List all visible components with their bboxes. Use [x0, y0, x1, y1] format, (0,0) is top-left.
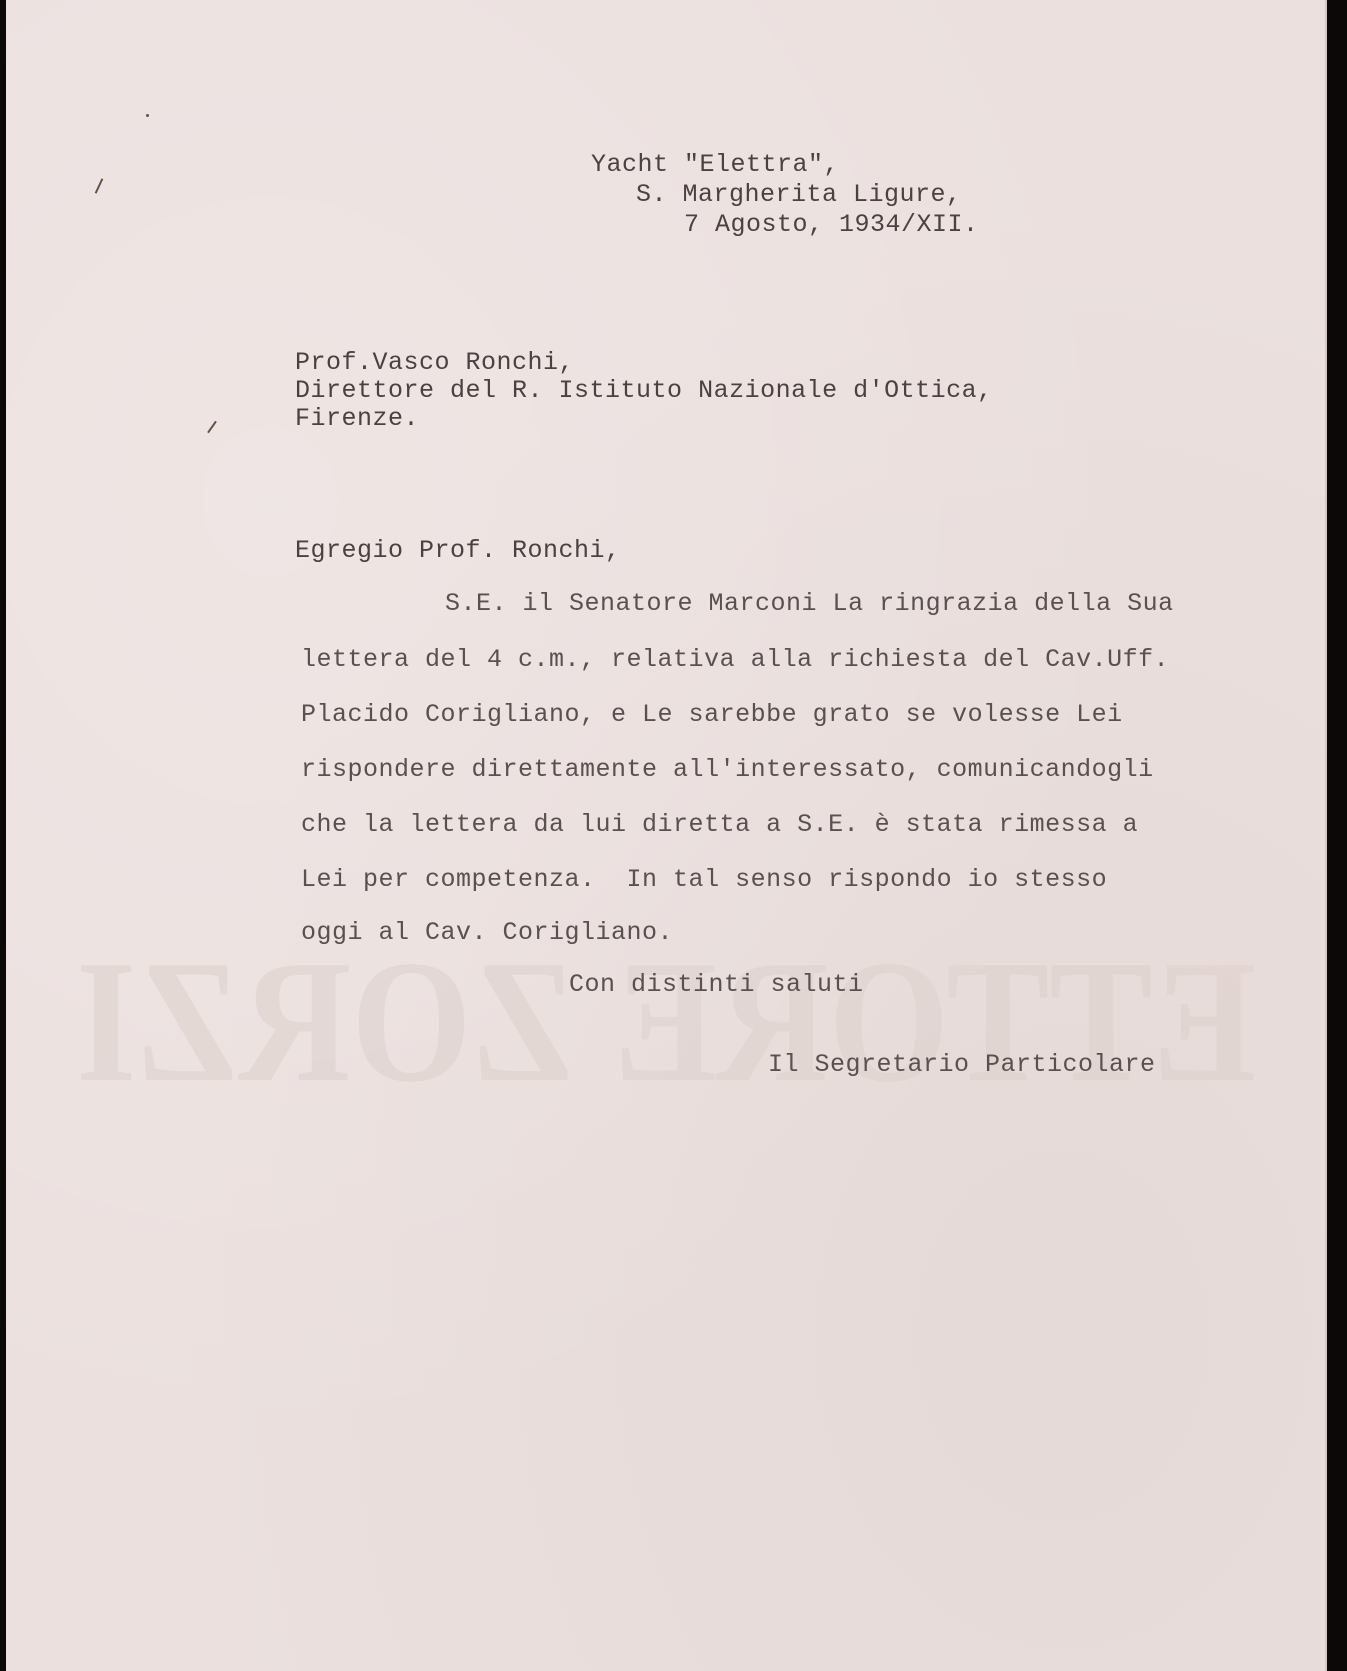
body-line-1: S.E. il Senatore Marconi La ringrazia della Sua: [445, 589, 1174, 618]
closing: Con distinti saluti: [569, 970, 864, 999]
ink-mark: [146, 114, 149, 117]
body-line-2: lettera del 4 c.m., relativa alla richiesta del Cav.Uff.: [301, 645, 1170, 674]
body-line-5: che la lettera da lui diretta a S.E. è stata rimessa a: [301, 810, 1139, 839]
body-line-6: Lei per competenza. In tal senso rispondo io stesso: [301, 865, 1108, 894]
salutation: Egregio Prof. Ronchi,: [295, 536, 621, 565]
recipient-title: Direttore del R. Istituto Nazionale d'Ottica,: [295, 376, 993, 405]
letterhead-line-2: S. Margherita Ligure,: [636, 180, 962, 209]
ink-mark: [207, 421, 217, 434]
body-line-4: rispondere direttamente all'interessato, comunicandogli: [301, 755, 1154, 784]
letterhead-line-1: Yacht "Elettra",: [591, 150, 840, 179]
signature: Il Segretario Particolare: [768, 1050, 1156, 1079]
letterhead-date: 7 Agosto, 1934/XII.: [684, 210, 979, 239]
body-line-3: Placido Corigliano, e Le sarebbe grato se volesse Lei: [301, 700, 1123, 729]
body-line-7: oggi al Cav. Corigliano.: [301, 918, 674, 947]
watermark-mirrored-text: [61, 930, 1271, 1110]
letter-page: [6, 0, 1327, 1671]
recipient-name: Prof.Vasco Ronchi,: [295, 348, 575, 377]
ink-mark: [95, 178, 104, 193]
recipient-city: Firenze.: [295, 404, 420, 433]
watermark-text: ETTORE ZORZI: [76, 930, 1256, 1110]
